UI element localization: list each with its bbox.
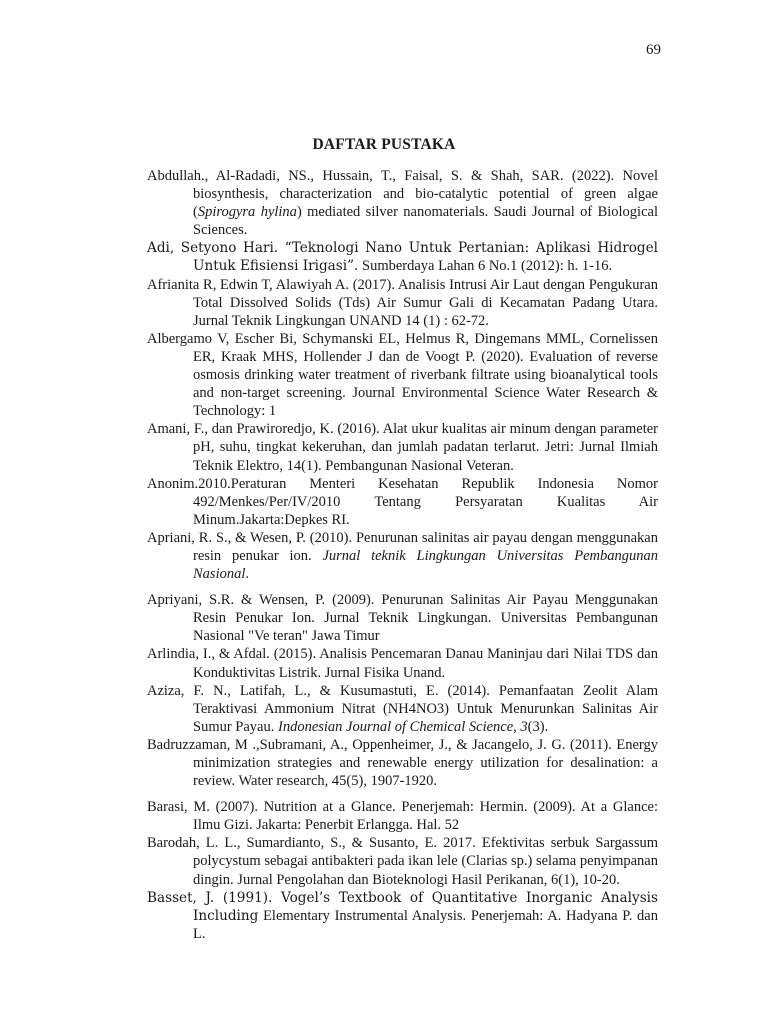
reference-italic-text: Jurnal teknik Lingkungan Universitas Pembangunan Nasional — [193, 547, 658, 583]
reference-text: Arlindia, I., & Afdal. (2015). Analisis Pencemaran Danau Maninjau dari Nilai TDS dan Konduktivitas Listrik. Jurnal Fisika Unand. — [147, 646, 658, 681]
reference-text: Afrianita R, Edwin T, Alawiyah A. (2017). Analisis Intrusi Air Laut dengan Pengukuran Total Dissolved Solids (Tds) Air Sumur Gali di Kecamatan Padang Utara. Jurnal Teknik Lingkungan UNAND 14 (1) : 62-72. — [147, 276, 658, 329]
reference-text: Abdullah., Al-Radadi, NS., Hussain, T., Faisal, S. & Shah, SAR. (2022). Novel biosynthesis, characterization and bio-catalytic potential of green algae ( — [147, 168, 658, 221]
reference-entry — [147, 682, 658, 736]
reference-text: Aziza, F. N., Latifah, L., & Kusumastuti, E. (2014). Pemanfaatan Zeolit Alam Teraktivasi Ammonium Nitrat (NH4NO3) Untuk Menurunkan Salinitas Air Sumur Payau. — [147, 682, 658, 735]
reference-entry — [147, 420, 658, 474]
reference-entry — [147, 889, 658, 943]
reference-entry — [147, 276, 658, 330]
reference-text: Barodah, L. L., Sumardianto, S., & Susanto, E. 2017. Efektivitas serbuk Sargassum polycystum sebagai antibakteri pada ikan lele (Clarias sp.) selama penyimpanan dingin. Jurnal Pengolahan dan Bioteknologi Hasil Perikanan, 6(1), 10-20. — [147, 835, 658, 888]
reference-italic-text: 3 — [520, 718, 528, 735]
reference-entry — [147, 239, 658, 275]
reference-list — [147, 167, 658, 943]
reference-entry — [147, 330, 658, 420]
reference-entry — [147, 167, 658, 239]
reference-text: , — [513, 718, 521, 735]
reference-entry — [147, 475, 658, 529]
reference-text: Badruzzaman, M .,Subramani, A., Oppenheimer, J., & Jacangelo, J. G. (2011). Energy minimization strategies and renewable energy utilization for desalination: a review. Water research, 45(5), 1907-1920. — [147, 736, 658, 790]
reference-text: ) mediated silver nanomaterials. Saudi Journal of Biological Sciences. — [193, 204, 658, 239]
reference-entry — [147, 591, 658, 645]
reference-text: Apriyani, S.R. & Wensen, P. (2009). Penurunan Salinitas Air Payau Menggunakan Resin Penukar Ion. Jurnal Teknik Lingkungan. Universitas Pembangunan Nasional "Ve teran" Jawa Timur — [147, 592, 658, 645]
reference-italic-text: Indonesian Journal of Chemical Science — [277, 718, 514, 735]
reference-text: Elementary Instrumental Analysis. Penerjemah: A. Hadyana P. dan L. — [193, 907, 658, 942]
reference-text: Amani, F., dan Prawiroredjo, K. (2016). Alat ukur kualitas air minum dengan parameter pH, suhu, tingkat kekeruhan, dan jumlah padatan terlarut. Jetri: Jurnal Ilmiah Teknik Elektro, 14(1). Pembangunan Nasional Veteran. — [147, 421, 658, 474]
reference-italic-text: Spirogyra hylina — [197, 204, 297, 221]
reference-text: Anonim.2010.Peraturan Menteri Kesehatan Republik Indonesia Nomor 492/Menkes/Per/IV/2010 Tentang Persyaratan Kualitas Air Minum.Jakarta:Depkes RI. — [147, 475, 658, 528]
reference-text: Basset, J. (1991). Vogel’s Textbook of Quantitative Inorganic Analysis Including — [147, 889, 658, 924]
reference-entry — [147, 736, 658, 790]
reference-text: Adi, Setyono Hari. “Teknologi Nano Untuk Pertanian: Aplikasi Hidrogel Untuk Efisiensi Irigasi”. — [147, 240, 658, 275]
reference-text: Albergamo V, Escher Bi, Schymanski EL, Helmus R, Dingemans MML, Cornelissen ER, Kraak MHS, Hollender J dan de Voogt P. (2020). Evaluation of reverse osmosis drinking water treatment of riverbank filtrate using bioanalytical tools and non-target screening. Journal Environmental Science Water Research & Technology: 1 — [147, 330, 658, 420]
page-number: 69 — [646, 42, 661, 58]
reference-entry — [147, 529, 658, 583]
reference-text: . — [245, 566, 249, 583]
reference-entry — [147, 798, 658, 834]
page-title: DAFTAR PUSTAKA — [312, 136, 456, 153]
reference-entry — [147, 645, 658, 681]
reference-text: Sumberdaya Lahan 6 No.1 (2012): h. 1-16. — [358, 258, 613, 275]
reference-text: Apriani, R. S., & Wesen, P. (2010). Penurunan salinitas air payau dengan menggunakan resin penukar ion. — [147, 529, 658, 564]
reference-entry — [147, 834, 658, 888]
reference-text: (3). — [527, 718, 549, 735]
reference-text: Barasi, M. (2007). Nutrition at a Glance. Penerjemah: Hermin. (2009). At a Glance: Ilmu Gizi. Jakarta: Penerbit Erlangga. Hal. 52 — [147, 799, 658, 834]
